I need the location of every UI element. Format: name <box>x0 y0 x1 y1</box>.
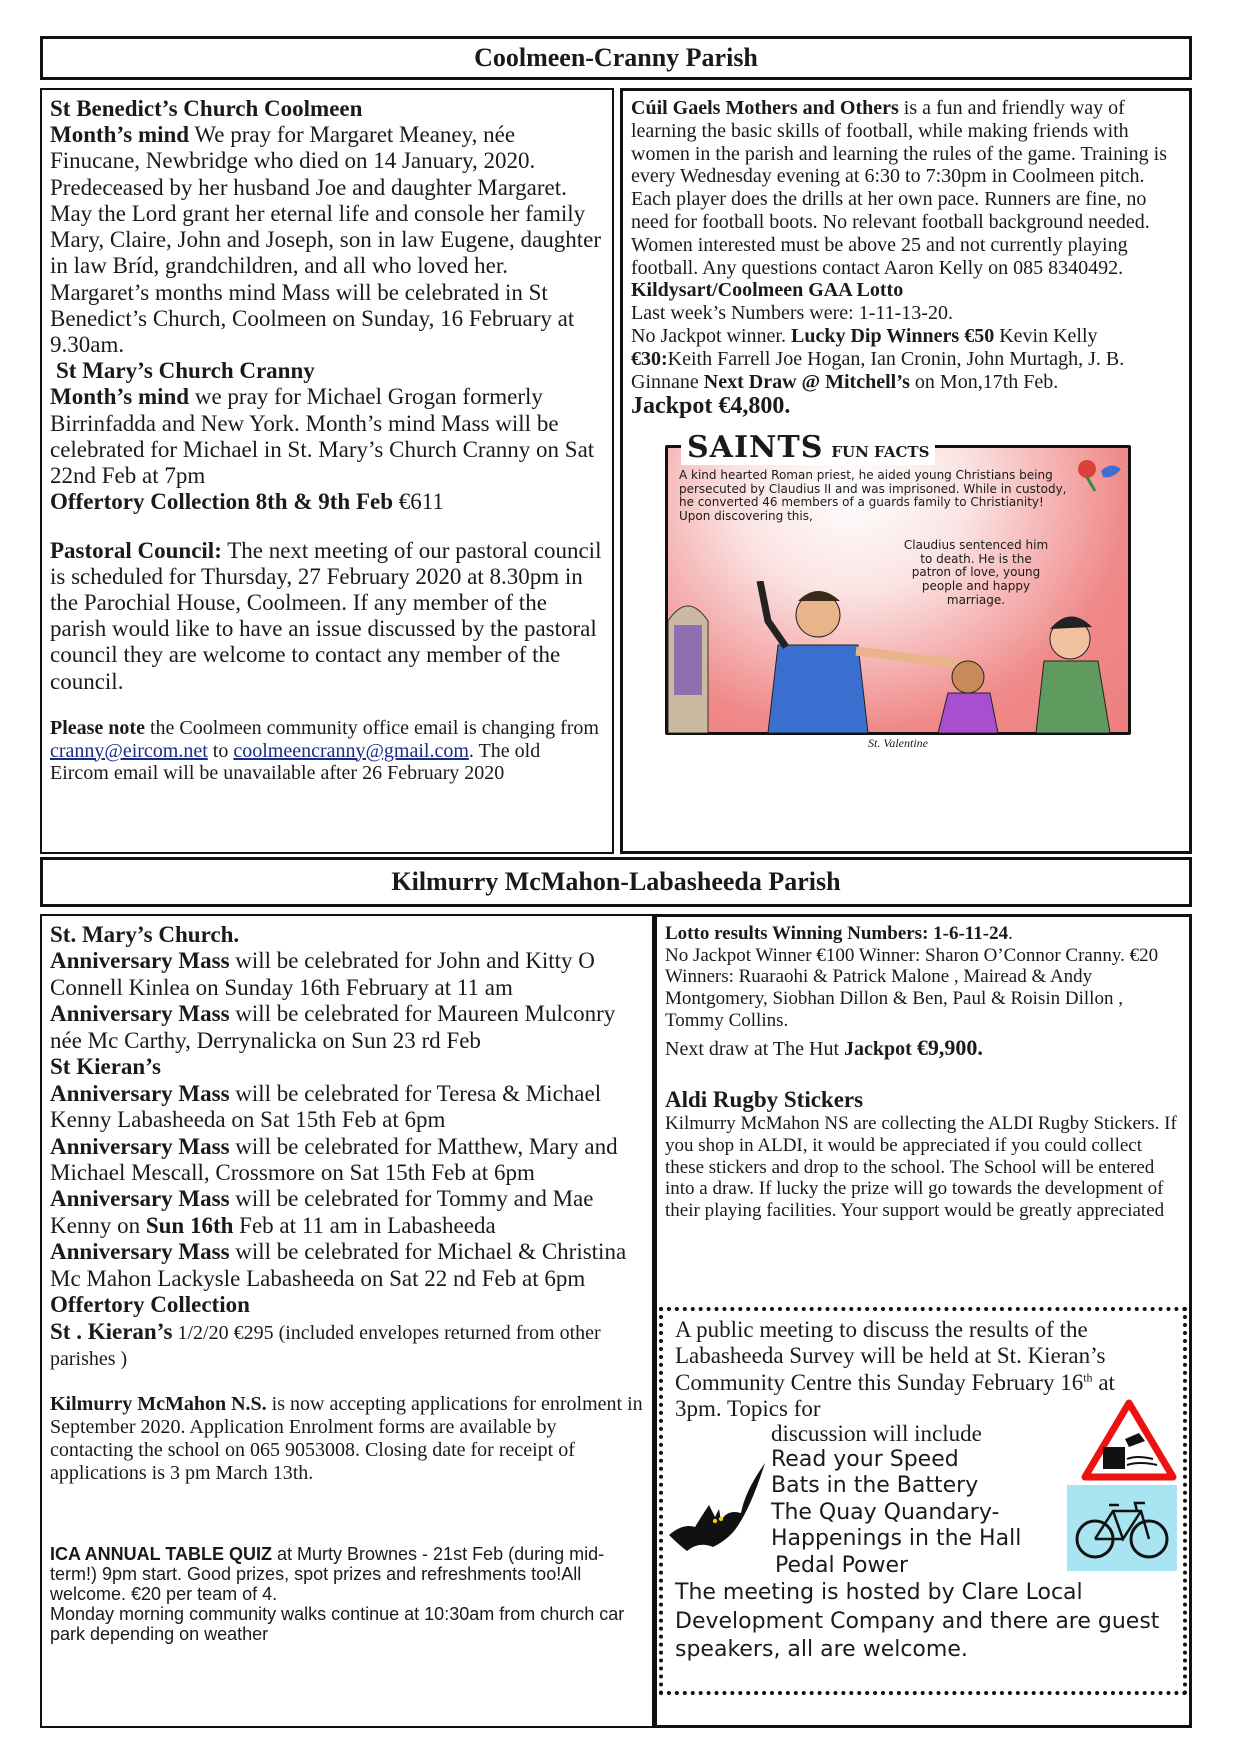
saints-fact-text-2: Claudius sentenced him to death. He is the patron of love, young people and happy marriage. <box>903 537 1049 607</box>
email-change-notice: Please note the Coolmeen community office email is changing from cranny@eircom.net to coolmeencranny@gmail.com. The old Eircom email will be unavailable after 26 February 2020 <box>50 716 599 785</box>
meeting-intro: A public meeting to discuss the results of the Labasheeda Survey will be held at St. Kieran’s Community Centre this Sunday February 16th at 3pm. Topics for <box>675 1317 1115 1422</box>
coolmeen-jackpot: Jackpot €4,800. <box>631 393 791 420</box>
topic-item: Bats in the Battery <box>771 1473 979 1499</box>
anniversary-mass-5: Anniversary Mass will be celebrated for Tommy and Mae Kenny on Sun 16th Feb at 11 am in Labasheeda <box>50 1186 594 1238</box>
topic-item: Happenings in the Hall <box>771 1526 1022 1552</box>
coolmeen-left-column <box>40 88 614 854</box>
bluebird-icon <box>1101 465 1121 477</box>
lotto-title: Kildysart/Coolmeen GAA Lotto <box>631 279 904 302</box>
lotto-numbers: Last week’s Numbers were: 1-11-13-20. <box>631 302 953 325</box>
community-walks: Monday morning community walks continue at 10:30am from church car park depending on weather <box>50 1603 625 1644</box>
public-meeting-box <box>659 1307 1187 1695</box>
cuil-gaels-notice: Cúil Gaels Mothers and Others is a fun and friendly way of learning the basic skills of football, while making friends with women in the parish and learning the rules of the game. Training is every Wednesday evening at 6:30 to 7:30pm in Coolmeen pitch. Each player does the drills at her own pace. Runners are fine, no need for football boots. No relevant football background needed. Women interested must be above 25 and not currently playing football. Any questions contact Aaron Kelly on 085 8340492. <box>631 97 1168 279</box>
kilmurry-right-column <box>654 914 1192 1728</box>
offertory-st-kierans: St . Kieran’s 1/2/20 €295 (included envelopes returned from other parishes ) <box>50 1318 601 1370</box>
st-marys-church-heading: St. Mary’s Church. <box>50 922 240 947</box>
anniversary-mass-3: Anniversary Mass will be celebrated for Teresa & Michael Kenny Labasheeda on Sat 15th Feb at 6pm <box>50 1080 602 1133</box>
ica-table-quiz: ICA ANNUAL TABLE QUIZ at Murty Brownes - 21st Feb (during mid-term!) 9pm start. Good prizes, spot prizes and refreshments too!All welcome. €20 per team of 4. <box>50 1544 605 1605</box>
cartoon-figures <box>668 581 1128 733</box>
st-kierans-heading: St Kieran’s <box>50 1054 161 1080</box>
months-mind-michael: Month’s mind we pray for Michael Grogan formerly Birrinfadda and New York. Month’s mind Mass will be celebrated for Michael in St. Mary’s Church Cranny on Sat 22nd Feb at 7pm <box>50 384 595 489</box>
saints-title: SAINTS FUN FACTS <box>681 431 935 465</box>
st-benedicts-heading: St Benedict’s Church Coolmeen <box>50 96 363 121</box>
anniversary-mass-2: Anniversary Mass will be celebrated for Maureen Mulconry née Mc Carthy, Derrynalicka on Sun 23 rd Feb <box>50 1001 616 1053</box>
bicycle-icon <box>1067 1485 1177 1571</box>
kilmurry-lotto-winners: No Jackpot Winner €100 Winner: Sharon O’Connor Cranny. €20 Winners: Ruaraohi & Patrick Malone , Mairead & Andy Montgomery, Siobhan Dillon & Ben, Paul & Roisin Dillon , Tommy Collins. <box>665 944 1159 1031</box>
kilmurry-parish-title: Kilmurry McMahon-Labasheeda Parish <box>391 867 841 896</box>
aldi-stickers-text: Kilmurry McMahon NS are collecting the ALDI Rugby Stickers. If you shop in ALDI, it would be appreciated if you could collect these stickers and drop to the school. The School will be entered into a draw. If lucky the prize will go towards the development of their playing facilities. Your support would be greatly appreciated <box>665 1113 1177 1221</box>
saints-fun-facts-cartoon <box>665 431 1165 751</box>
topic-item: The Quay Quandary- <box>771 1499 1000 1525</box>
st-marys-cranny-heading: St Mary’s Church Cranny <box>56 358 315 384</box>
anniversary-mass-1: Anniversary Mass will be celebrated for John and Kitty O Connell Kinlea on Sunday 16th February at 11 am <box>50 948 595 1000</box>
aldi-stickers-title: Aldi Rugby Stickers <box>665 1087 864 1113</box>
coolmeen-parish-title: Coolmeen-Cranny Parish <box>474 43 758 72</box>
kilmurry-next-draw: Next draw at The Hut Jackpot €9,900. <box>665 1035 983 1061</box>
coolmeen-parish-header <box>40 36 1192 80</box>
meeting-close: The meeting is hosted by Clare Local Development Company and there are guest speakers, all are welcome. <box>675 1580 1160 1663</box>
topic-item: Pedal Power <box>775 1552 909 1578</box>
saints-caption: St. Valentine <box>868 735 928 750</box>
saints-fact-text: A kind hearted Roman priest, he aided young Christians being persecuted by Claudius II and was imprisoned. While in custody, he converted 46 members of a guards family to Christianity! Upon discovering this, <box>679 467 1067 524</box>
anniversary-mass-4: Anniversary Mass will be celebrated for Matthew, Mary and Michael Mescall, Crossmore on Sat 15th Feb at 6pm <box>50 1133 618 1185</box>
kilmurry-parish-header <box>40 857 1192 907</box>
rose-icon <box>1073 457 1123 497</box>
offertory-collection-heading: Offertory Collection <box>50 1292 250 1318</box>
pastoral-council-notice: Pastoral Council: The next meeting of our pastoral council is scheduled for Thursday, 27 February 2020 at 8.30pm in the Parochial House, Coolmeen. If any member of the parish would like to have an issue discussed by the pastoral council they are welcome to contact any member of the council. <box>50 537 602 694</box>
kilmurry-left-column <box>40 914 654 1728</box>
kilmurry-lotto-numbers: Lotto results Winning Numbers: 1-6-11-24. <box>665 923 1013 944</box>
new-email-link[interactable]: coolmeencranny@gmail.com <box>233 739 469 762</box>
anniversary-mass-6: Anniversary Mass will be celebrated for Michael & Christina Mc Mahon Lackysle Labasheeda on Sat 22 nd Feb at 6pm <box>50 1239 627 1291</box>
offertory-collection: Offertory Collection 8th & 9th Feb €611 <box>50 489 444 515</box>
lotto-winners: No Jackpot winner. Lucky Dip Winners €50 Kevin Kelly €30:Keith Farrell Joe Hogan, Ian Cronin, John Murtagh, J. B. Ginnane Next Draw @ Mitchell’s on Mon,17th Feb. <box>631 324 1125 393</box>
topic-item: Read your Speed <box>771 1447 959 1472</box>
school-enrolment-notice: Kilmurry McMahon N.S. is now accepting applications for enrolment in September 2020. Application Enrolment forms are available by contacting the school on 065 9053008. Closing date for receipt of applications is 3 pm March 13th. <box>50 1393 643 1485</box>
topics-lead: discussion will include <box>771 1421 982 1446</box>
months-mind-margaret: Month’s mind We pray for Margaret Meaney, née Finucane, Newbridge who died on 14 January, 2020. Predeceased by her husband Joe and daughter Margaret. May the Lord grant her eternal life and console her family Mary, Claire, John and Joseph, son in law Eugene, daughter in law Bríd, grandchildren, and all who loved her. Margaret’s months mind Mass will be celebrated in St Benedict’s Church, Coolmeen on Sunday, 16 February at 9.30am. <box>50 122 602 357</box>
bat-icon <box>665 1461 767 1557</box>
coolmeen-right-column <box>620 88 1192 854</box>
old-email-link[interactable]: cranny@eircom.net <box>50 739 208 762</box>
quay-warning-sign-icon <box>1081 1399 1177 1481</box>
topics-list <box>771 1447 1021 1579</box>
